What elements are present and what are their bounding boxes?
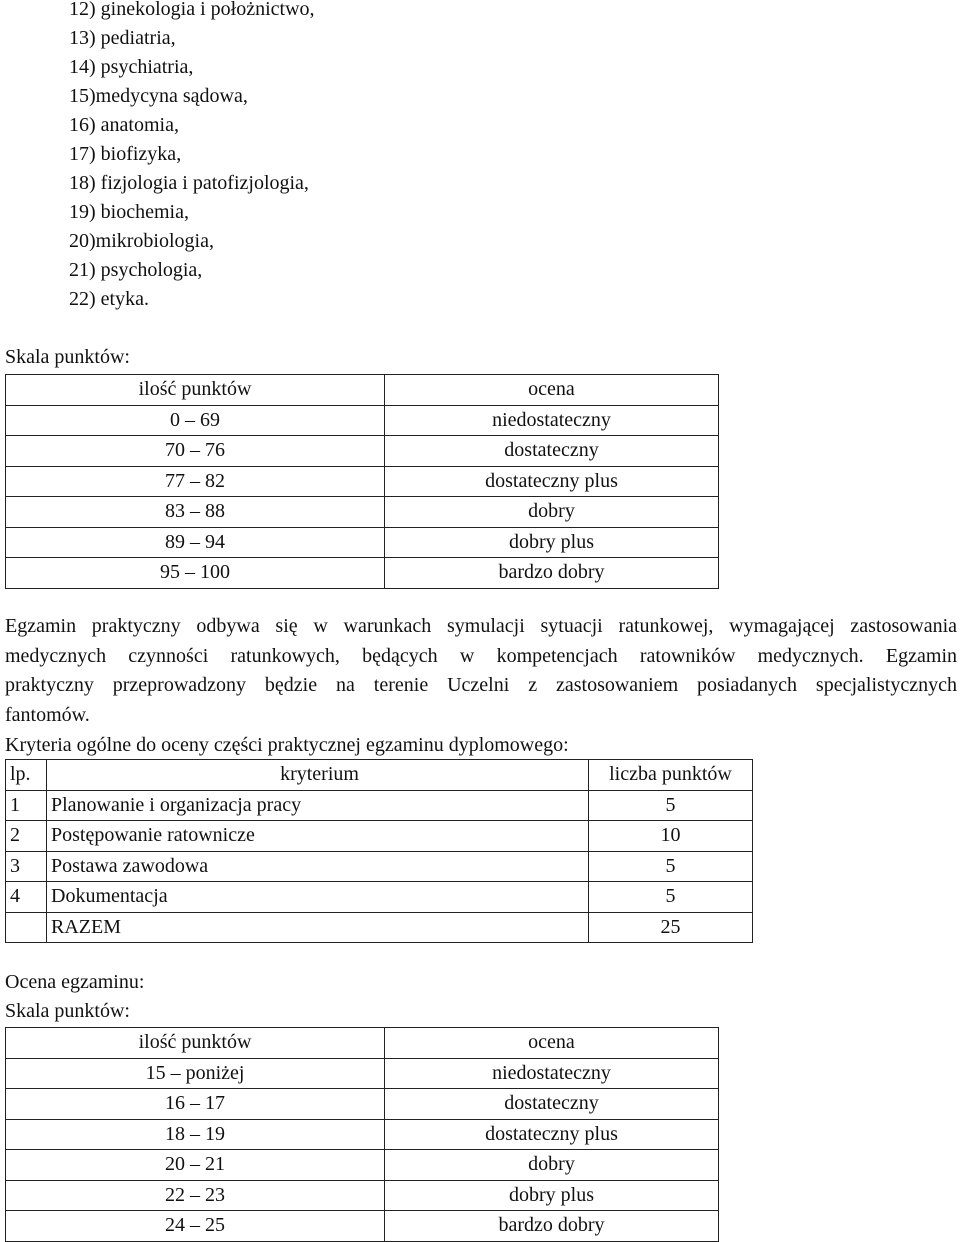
header-grade: ocena xyxy=(385,375,719,406)
cell-criterion: Dokumentacja xyxy=(47,882,589,913)
list-item: 16) anatomia, xyxy=(69,114,179,136)
cell-points: 15 – poniżej xyxy=(6,1058,385,1089)
subject-list xyxy=(69,0,315,314)
exam-grading-scale-table xyxy=(5,1027,719,1242)
table-row xyxy=(6,405,719,436)
header-points: ilość punktów xyxy=(6,375,385,406)
cell-points: 5 xyxy=(589,882,753,913)
cell-grade: dostateczny xyxy=(385,1089,719,1120)
list-item: 22) etyka. xyxy=(69,288,149,310)
cell-points: 16 – 17 xyxy=(6,1089,385,1120)
list-item: 13) pediatria, xyxy=(69,27,176,49)
cell-points: 89 – 94 xyxy=(6,527,385,558)
cell-points: 83 – 88 xyxy=(6,497,385,528)
cell-points: 77 – 82 xyxy=(6,466,385,497)
header-grade: ocena xyxy=(385,1028,719,1059)
cell-points: 20 – 21 xyxy=(6,1150,385,1181)
list-item: 12) ginekologia i położnictwo, xyxy=(69,0,315,20)
table-row xyxy=(6,436,719,467)
table-row xyxy=(6,1119,719,1150)
table-header-row xyxy=(6,1028,719,1059)
criteria-label: Kryteria ogólne do oceny części praktycznej egzaminu dyplomowego: xyxy=(5,734,569,756)
header-lp: lp. xyxy=(6,760,47,791)
list-item: 14) psychiatria, xyxy=(69,56,194,78)
paragraph-line: medycznych czynności ratunkowych, będących w kompetencjach ratowników medycznych. Egzamin xyxy=(5,644,957,667)
cell-points: 25 xyxy=(589,912,753,943)
cell-lp: 3 xyxy=(6,851,47,882)
cell-points: 95 – 100 xyxy=(6,558,385,589)
exam-description-paragraph xyxy=(5,612,957,730)
cell-lp: 1 xyxy=(6,790,47,821)
cell-points: 0 – 69 xyxy=(6,405,385,436)
paragraph-line: fantomów. xyxy=(5,703,90,726)
list-item: 18) fizjologia i patofizjologia, xyxy=(69,172,309,194)
cell-lp xyxy=(6,912,47,943)
criteria-table xyxy=(5,759,753,943)
table-row xyxy=(6,1211,719,1242)
cell-lp: 2 xyxy=(6,821,47,852)
table-row xyxy=(6,527,719,558)
table-row xyxy=(6,1150,719,1181)
cell-grade: dostateczny xyxy=(385,436,719,467)
cell-points: 10 xyxy=(589,821,753,852)
table-row xyxy=(6,821,753,852)
cell-grade: bardzo dobry xyxy=(385,558,719,589)
table-header-row xyxy=(6,760,753,791)
table-row xyxy=(6,790,753,821)
cell-grade: bardzo dobry xyxy=(385,1211,719,1242)
header-points: liczba punktów xyxy=(589,760,753,791)
table-row xyxy=(6,882,753,913)
list-item: 20)mikrobiologia, xyxy=(69,230,214,252)
exam-grade-label: Ocena egzaminu: xyxy=(5,971,145,993)
cell-lp: 4 xyxy=(6,882,47,913)
list-item: 19) biochemia, xyxy=(69,201,189,223)
cell-points: 70 – 76 xyxy=(6,436,385,467)
cell-points: 5 xyxy=(589,790,753,821)
cell-grade: dostateczny plus xyxy=(385,466,719,497)
cell-grade: niedostateczny xyxy=(385,405,719,436)
cell-criterion: RAZEM xyxy=(47,912,589,943)
cell-grade: dobry xyxy=(385,497,719,528)
cell-grade: dostateczny plus xyxy=(385,1119,719,1150)
grading-scale-table xyxy=(5,374,719,589)
table-row xyxy=(6,466,719,497)
cell-grade: niedostateczny xyxy=(385,1058,719,1089)
cell-criterion: Postawa zawodowa xyxy=(47,851,589,882)
cell-points: 24 – 25 xyxy=(6,1211,385,1242)
table-header-row xyxy=(6,375,719,406)
table-row xyxy=(6,1058,719,1089)
table-row xyxy=(6,558,719,589)
table-row xyxy=(6,912,753,943)
header-criterion: kryterium xyxy=(47,760,589,791)
table-row xyxy=(6,1089,719,1120)
cell-grade: dobry plus xyxy=(385,1180,719,1211)
cell-grade: dobry plus xyxy=(385,527,719,558)
header-points: ilość punktów xyxy=(6,1028,385,1059)
table-row xyxy=(6,851,753,882)
list-item: 15)medycyna sądowa, xyxy=(69,85,248,107)
cell-points: 18 – 19 xyxy=(6,1119,385,1150)
table-row xyxy=(6,497,719,528)
cell-points: 5 xyxy=(589,851,753,882)
list-item: 21) psychologia, xyxy=(69,259,203,281)
scale-label: Skala punktów: xyxy=(5,346,130,368)
cell-criterion: Planowanie i organizacja pracy xyxy=(47,790,589,821)
table-row xyxy=(6,1180,719,1211)
paragraph-line: Egzamin praktyczny odbywa się w warunkach symulacji sytuacji ratunkowej, wymagającej zastosowania xyxy=(5,615,957,637)
scale-label: Skala punktów: xyxy=(5,1000,130,1022)
cell-criterion: Postępowanie ratownicze xyxy=(47,821,589,852)
paragraph-line: praktyczny przeprowadzony będzie na terenie Uczelni z zastosowaniem posiadanych specjalistycznych xyxy=(5,674,957,696)
list-item: 17) biofizyka, xyxy=(69,143,182,165)
cell-points: 22 – 23 xyxy=(6,1180,385,1211)
cell-grade: dobry xyxy=(385,1150,719,1181)
